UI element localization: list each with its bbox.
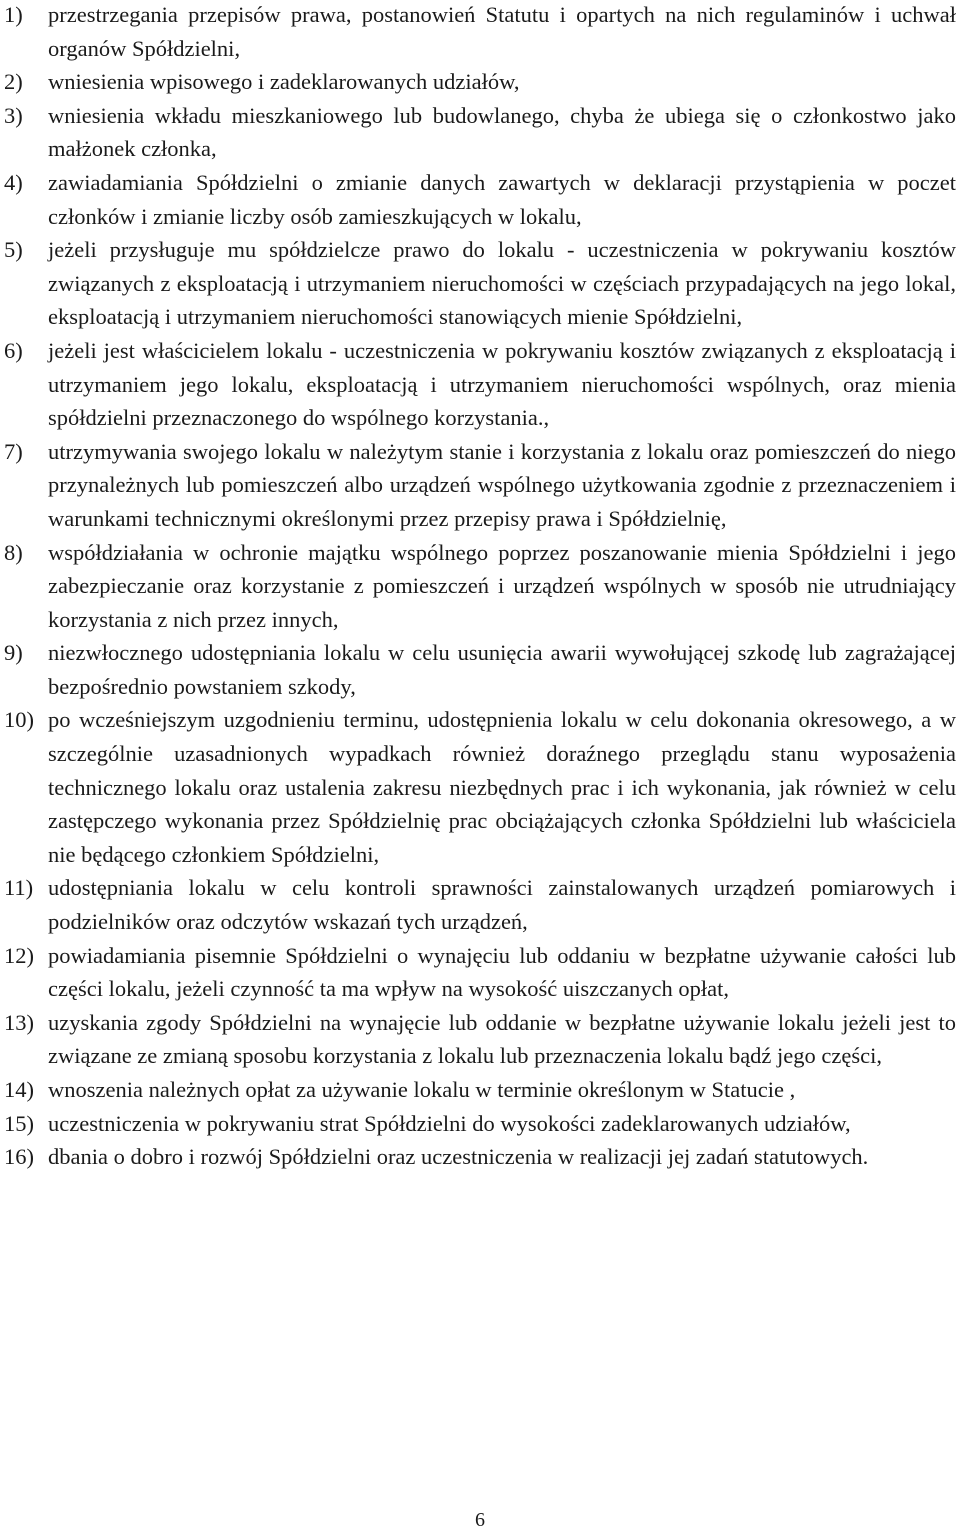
item-text: wniesienia wpisowego i zadeklarowanych udziałów, [48,69,520,95]
item-text: udostępniania lokalu w celu kontroli sprawności zainstalowanych urządzeń pomiarowych i podzielników oraz odczytów wskazań tych urządzeń, [48,875,956,935]
item-number: 15) [4,1110,34,1136]
item-text: jeżeli jest właścicielem lokalu - uczestniczenia w pokrywaniu kosztów związanych z eksploatacją i utrzymaniem jego lokalu, eksploatacją i utrzymaniem nieruchomości wspólnych, oraz mienia spółdzielni przeznaczonego do wspólnego korzystania., [48,337,956,431]
item-number: 5) [4,237,23,263]
item-text: po wcześniejszym uzgodnieniu terminu, udostępnienia lokalu w celu dokonania okresowego, a w szczególnie uzasadnionych wypadkach również doraźnego przeglądu stanu wyposażenia technicznego lokalu oraz ustalenia zakresu niezbędnych prac i ich wykonania, jak również w celu zastępczego wykonania przez Spółdzielnię prac obciążających członka Spółdzielni lub właściciela nie będącego członkiem Spółdzielni, [48,707,956,867]
item-number: 9) [4,640,23,666]
list-item [4,939,956,1006]
page-number: 6 [475,1509,485,1531]
item-text: dbania o dobro i rozwój Spółdzielni oraz uczestniczenia w realizacji jej zadań statutowych. [48,1144,869,1170]
obligations-list [4,0,956,1174]
item-number: 2) [4,69,23,95]
item-text: niezwłocznego udostępniania lokalu w celu usunięcia awarii wywołującej szkodę lub zagrażającej bezpośrednio powstaniem szkody, [48,640,956,699]
item-text: przestrzegania przepisów prawa, postanowień Statutu i opartych na nich regulaminów i uchwał organów Spółdzielni, [48,2,956,61]
item-number: 6) [4,337,23,363]
item-number: 7) [4,438,23,464]
item-number: 14) [4,1077,34,1102]
list-item [4,1073,956,1107]
item-text: współdziałania w ochronie majątku wspólnego poprzez poszanowanie mienia Spółdzielni i jego zabezpieczanie oraz korzystanie z pomieszczeń i urządzeń wspólnych w sposób nie utrudniający korzystania z nich przez innych, [48,539,956,632]
list-item [4,1107,956,1141]
list-item [4,703,956,871]
item-number: 16) [4,1144,34,1170]
list-item [4,0,956,65]
item-text: powiadamiania pisemnie Spółdzielni o wynajęciu lub oddaniu w bezpłatne używanie całości lub części lokalu, jeżeli czynność ta ma wpływ na wysokość uiszczanych opłat, [48,942,956,1002]
item-number: 11) [4,875,34,901]
item-number: 8) [4,539,23,565]
item-text: wniesienia wkładu mieszkaniowego lub budowlanego, chyba że ubiega się o członkostwo jako małżonek członka, [48,102,956,162]
list-item [4,636,956,703]
list-item [4,435,956,536]
list-item [4,871,956,938]
item-text: utrzymywania swojego lokalu w należytym stanie i korzystania z lokalu oraz pomieszczeń do niego przynależnych lub pomieszczeń albo urządzeń wspólnego użytkowania zgodnie z przeznaczeniem i warunkami technicznymi określonymi przez przepisy prawa i Spółdzielnię, [48,438,956,531]
list-item [4,166,956,233]
list-item [4,1140,956,1174]
item-text: uczestniczenia w pokrywaniu strat Spółdzielni do wysokości zadeklarowanych udziałów, [48,1110,851,1136]
list-item [4,99,956,166]
list-item [4,1006,956,1073]
list-item [4,334,956,435]
item-number: 10) [4,707,34,733]
item-text: zawiadamiania Spółdzielni o zmianie danych zawartych w deklaracji przystąpienia w poczet członków i zmianie liczby osób zamieszkujących w lokalu, [48,169,956,229]
list-item [4,233,956,334]
item-text: wnoszenia należnych opłat za używanie lokalu w terminie określonym w Statucie , [48,1077,796,1102]
item-number: 3) [4,102,23,128]
item-text: jeżeli przysługuje mu spółdzielcze prawo do lokalu - uczestniczenia w pokrywaniu kosztów związanych z eksploatacją i utrzymaniem nieruchomości w częściach przypadających na jego lokal, eksploatacją i utrzymaniem nieruchomości stanowiących mienie Spółdzielni, [48,237,956,330]
item-text: uzyskania zgody Spółdzielni na wynajęcie lub oddanie w bezpłatne używanie lokalu jeżeli jest to związane ze zmianą sposobu korzystania z lokalu lub przeznaczenia lokalu bądź jego części, [48,1009,956,1069]
item-number: 13) [4,1009,34,1035]
item-number: 12) [4,942,34,968]
list-item [4,536,956,637]
list-item [4,65,956,99]
item-number: 4) [4,169,23,195]
item-number: 1) [4,2,23,27]
